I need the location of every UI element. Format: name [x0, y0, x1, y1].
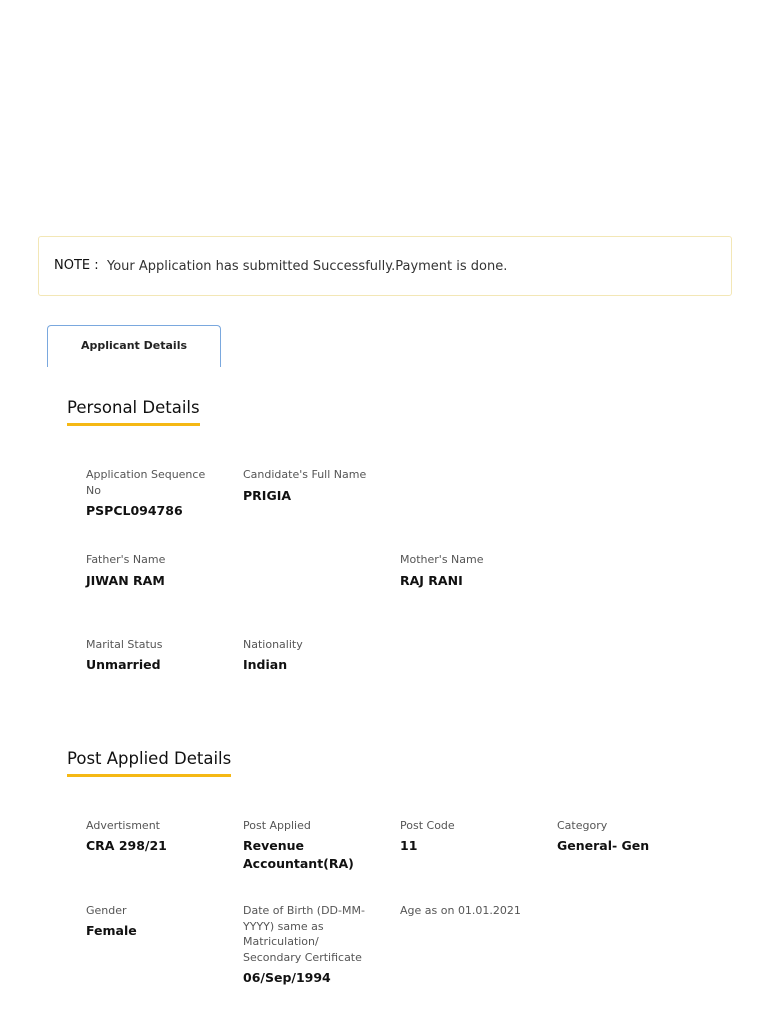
- field-label-father-name: Father's Name: [86, 553, 166, 566]
- field-value-candidate-name: PRIGIA: [243, 488, 292, 503]
- post-applied-heading: Post Applied Details: [67, 749, 231, 777]
- field-value-marital-status: Unmarried: [86, 657, 161, 672]
- note-message: Your Application has submitted Successfully.Payment is done.: [107, 259, 508, 274]
- field-label-gender: Gender: [86, 904, 127, 917]
- field-value-post-code: 11: [400, 838, 418, 853]
- field-label-age: Age as on 01.01.2021: [400, 904, 521, 917]
- field-label-application-sequence: Application Sequence No: [86, 468, 206, 497]
- field-value-category: General- Gen: [557, 838, 650, 853]
- field-value-nationality: Indian: [243, 657, 288, 672]
- tab-label: Applicant Details: [80, 339, 188, 352]
- field-label-advertisment: Advertisment: [86, 819, 160, 832]
- note-label: NOTE :: [54, 258, 99, 273]
- field-label-marital-status: Marital Status: [86, 638, 163, 651]
- field-label-post-code: Post Code: [400, 819, 455, 832]
- field-label-nationality: Nationality: [243, 638, 303, 651]
- field-label-candidate-name: Candidate's Full Name: [243, 468, 367, 481]
- field-value-post-applied: Revenue Accountant(RA): [243, 838, 354, 871]
- field-value-date-of-birth: 06/Sep/1994: [243, 970, 331, 985]
- field-label-post-applied: Post Applied: [243, 819, 311, 832]
- note-banner: [38, 236, 732, 296]
- field-label-date-of-birth: Date of Birth (DD-MM-YYYY) same as Matriculation/ Secondary Certificate: [243, 904, 365, 964]
- field-value-gender: Female: [86, 923, 137, 938]
- field-value-father-name: JIWAN RAM: [86, 573, 165, 588]
- personal-details-heading: Personal Details: [67, 398, 200, 426]
- field-value-advertisment: CRA 298/21: [86, 838, 167, 853]
- field-value-application-sequence: PSPCL094786: [86, 503, 183, 518]
- field-label-mother-name: Mother's Name: [400, 553, 484, 566]
- field-label-category: Category: [557, 819, 608, 832]
- field-value-mother-name: RAJ RANI: [400, 573, 463, 588]
- tab-applicant-details[interactable]: [47, 325, 221, 367]
